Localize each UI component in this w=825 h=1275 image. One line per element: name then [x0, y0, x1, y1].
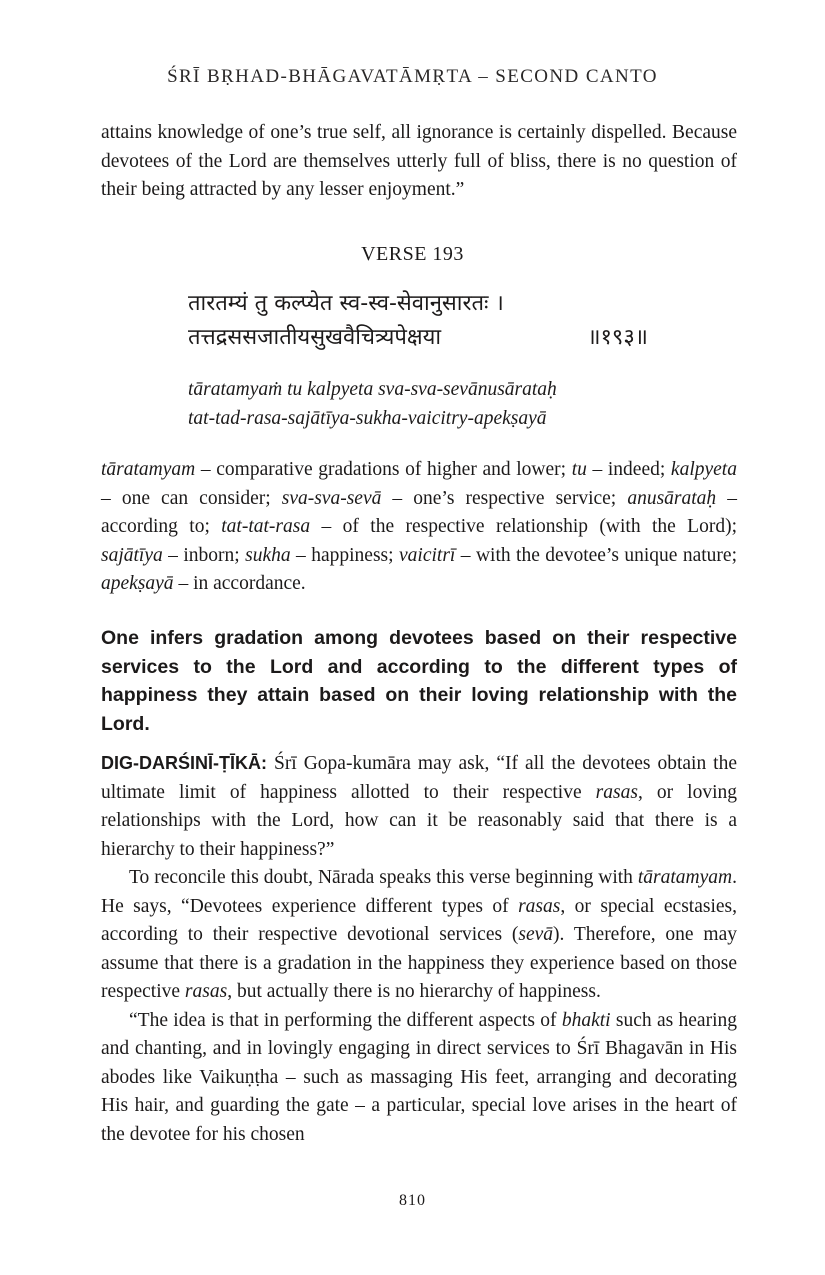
wfw-sanskrit-term: sva-sva-sevā: [281, 487, 382, 509]
devanagari-line-2: [188, 322, 648, 354]
wfw-sanskrit-term: anusārataḥ: [627, 487, 717, 509]
commentary-label: DIG-DARŚINĪ-ṬĪKĀ:: [101, 753, 267, 773]
word-for-word: [101, 456, 737, 599]
intro-text: attains knowledge of one’s true self, all ignorance is certainly dispelled. Because devotees of the Lord are themselves utterly full of bliss, there is no question of their being attracted by any lesser enjoyment.”: [101, 122, 737, 200]
wfw-meaning: – indeed;: [586, 459, 671, 480]
commentary-paragraph-2: To reconcile this doubt, Nārada speaks this verse beginning with tāratamyam. He says, “Devotees experience different types of rasas, or special ecstasies, according to their respective devotional services (sevā). Therefore, one may assume that there is a gradation in the happiness they experience based on those respective rasas, but actually there is no hierarchy of happiness.: [101, 867, 737, 1002]
wfw-meaning: – one can consider;: [101, 487, 282, 509]
verse-title: VERSE 193: [361, 243, 464, 265]
translation: [101, 624, 737, 738]
commentary-paragraph-1: DIG-DARŚINĪ-ṬĪKĀ: Śrī Gopa-kumāra may ask, “If all the devotees obtain the ultimate limit of happiness allotted to their respective rasas, or loving relationships with the Lord, how can it be reasonably said that there is a hierarchy to their happiness?”: [101, 753, 737, 860]
devanagari-line-1: तारतम्यं तु कल्प्येत स्व-स्व-सेवानुसारतः ।: [188, 291, 504, 316]
wfw-sanskrit-term: apekṣayā: [101, 573, 174, 594]
running-header: ŚRĪ BṚHAD-BHĀGAVATĀMṚTA – SECOND CANTO: [167, 66, 658, 87]
devanagari-line-2-text: तत्तद्रससजातीयसुखवैचित्र्यपेक्षया: [188, 325, 442, 350]
page-number: 810: [399, 1192, 426, 1209]
wfw-meaning: – happiness;: [290, 544, 399, 566]
wfw-meaning: – comparative gradations of higher and lower;: [195, 459, 572, 480]
wfw-sanskrit-term: tu: [571, 459, 587, 480]
wfw-meaning: – one’s respective service;: [381, 487, 628, 509]
wfw-meaning: – with the devotee’s unique nature;: [455, 544, 737, 566]
wfw-meaning: – of the respective relationship (with the Lord);: [310, 516, 738, 537]
wfw-sanskrit-term: vaicitrī: [399, 544, 456, 566]
wfw-sanskrit-term: sukha: [245, 544, 291, 566]
translit-line-1: tāratamyaṁ tu kalpyeta sva-sva-sevānusārataḥ: [188, 379, 557, 400]
translation-text: One infers gradation among devotees based on their respective services to the Lord and according to the different types of happiness they attain based on their loving relationship with the Lord.: [101, 627, 737, 735]
wfw-sanskrit-term: kalpyeta: [670, 459, 737, 480]
commentary: [101, 749, 737, 1149]
wfw-meaning: – inborn;: [162, 544, 246, 566]
devanagari-verse-number: ॥१९३॥: [587, 325, 648, 350]
wfw-meaning: – in accordance.: [173, 573, 306, 594]
intro-paragraph: [101, 119, 737, 205]
wfw-meaning: – according to;: [101, 487, 737, 537]
wfw-sanskrit-term: tat-tat-rasa: [221, 516, 311, 537]
commentary-paragraph-3: “The idea is that in performing the different aspects of bhakti such as hearing and chanting, and in lovingly engaging in direct services to Śrī Bhagavān in His abodes like Vaikuṇṭha – such as massaging His feet, arranging and decorating His hair, and guarding the gate – a particular, special love arises in the heart of the devotee for his chosen: [101, 1009, 737, 1145]
translit-line-2: tat-tad-rasa-sajātīya-sukha-vaicitry-apekṣayā: [188, 408, 547, 429]
transliteration: [188, 375, 557, 433]
word-for-word-text: [101, 456, 737, 599]
wfw-sanskrit-term: sajātīya: [101, 544, 163, 566]
wfw-sanskrit-term: tāratamyam: [101, 459, 196, 480]
